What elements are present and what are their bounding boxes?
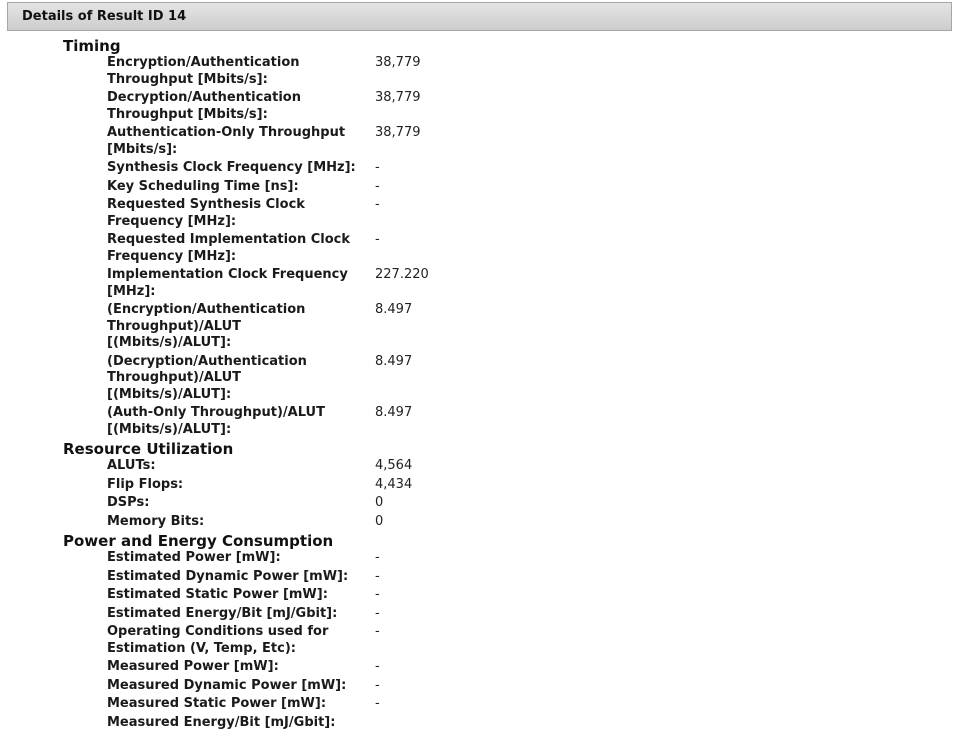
detail-row xyxy=(0,90,960,125)
detail-label: Encryption/Authentication Throughput [Mbits/s]: xyxy=(107,55,361,88)
detail-label: (Decryption/Authentication Throughput)/ALUT [(Mbits/s)/ALUT]: xyxy=(107,354,361,404)
details-content[interactable] xyxy=(0,31,960,715)
detail-label: Requested Synthesis Clock Frequency [MHz]: xyxy=(107,197,361,230)
detail-label: Synthesis Clock Frequency [MHz]: xyxy=(107,160,361,177)
detail-row xyxy=(0,197,960,232)
detail-label: (Encryption/Authentication Throughput)/ALUT [(Mbits/s)/ALUT]: xyxy=(107,302,361,352)
detail-value: 4,434 xyxy=(375,477,412,494)
detail-label: Estimated Dynamic Power [mW]: xyxy=(107,569,361,586)
detail-label: Measured Static Power [mW]: xyxy=(107,696,361,713)
detail-row xyxy=(0,659,960,678)
detail-row xyxy=(0,458,960,477)
detail-label: (Auth-Only Throughput)/ALUT [(Mbits/s)/ALUT]: xyxy=(107,405,361,438)
detail-value: 38,779 xyxy=(375,90,421,107)
detail-label: Flip Flops: xyxy=(107,477,361,494)
detail-value: - xyxy=(375,160,380,177)
detail-value: - xyxy=(375,606,380,623)
timing-rows xyxy=(0,55,960,440)
detail-row xyxy=(0,267,960,302)
details-scroll-area xyxy=(0,17,960,731)
detail-row xyxy=(0,179,960,198)
detail-row xyxy=(0,624,960,659)
detail-label: Authentication-Only Throughput [Mbits/s]: xyxy=(107,125,361,158)
detail-value: - xyxy=(375,179,380,196)
detail-row xyxy=(0,55,960,90)
detail-row xyxy=(0,514,960,533)
resource-rows xyxy=(0,458,960,532)
detail-value: - xyxy=(375,659,380,676)
detail-value: 0 xyxy=(375,495,383,512)
detail-value: 8.497 xyxy=(375,354,412,371)
detail-row xyxy=(0,302,960,354)
detail-label: Measured Power [mW]: xyxy=(107,659,361,676)
section-title-resource-utilization: Resource Utilization xyxy=(63,440,960,458)
detail-value: 227.220 xyxy=(375,267,429,284)
detail-label: Operating Conditions used for Estimation (V, Temp, Etc): xyxy=(107,624,361,657)
detail-row xyxy=(0,495,960,514)
detail-label: DSPs: xyxy=(107,495,361,512)
detail-value: - xyxy=(375,587,380,604)
detail-label: Estimated Static Power [mW]: xyxy=(107,587,361,604)
detail-row xyxy=(0,587,960,606)
detail-label: Estimated Energy/Bit [mJ/Gbit]: xyxy=(107,606,361,623)
detail-row xyxy=(0,678,960,697)
power-rows xyxy=(0,550,960,715)
detail-value: - xyxy=(375,624,380,641)
detail-label: Memory Bits: xyxy=(107,514,361,531)
detail-label: Requested Implementation Clock Frequency [MHz]: xyxy=(107,232,361,265)
detail-value: - xyxy=(375,197,380,214)
detail-row xyxy=(0,606,960,625)
detail-value: 4,564 xyxy=(375,458,412,475)
dialog-title-bar[interactable] xyxy=(7,2,952,31)
detail-value: - xyxy=(375,696,380,713)
detail-row xyxy=(0,550,960,569)
detail-row xyxy=(0,405,960,440)
detail-label: Decryption/Authentication Throughput [Mbits/s]: xyxy=(107,90,361,123)
detail-row xyxy=(0,125,960,160)
detail-value: 8.497 xyxy=(375,405,412,422)
detail-value: 38,779 xyxy=(375,125,421,142)
detail-row xyxy=(0,160,960,179)
detail-label: ALUTs: xyxy=(107,458,361,475)
detail-row xyxy=(0,477,960,496)
clipped-next-row-label: Measured Energy/Bit [mJ/Gbit]: xyxy=(107,715,960,731)
detail-value: - xyxy=(375,678,380,695)
detail-row xyxy=(0,354,960,406)
section-title-timing: Timing xyxy=(63,37,960,55)
detail-value: - xyxy=(375,550,380,567)
dialog-title: Details of Result ID 14 xyxy=(22,9,186,24)
detail-label: Estimated Power [mW]: xyxy=(107,550,361,567)
detail-row xyxy=(0,232,960,267)
detail-label: Measured Dynamic Power [mW]: xyxy=(107,678,361,695)
detail-value: 0 xyxy=(375,514,383,531)
detail-value: 8.497 xyxy=(375,302,412,319)
detail-label: Implementation Clock Frequency [MHz]: xyxy=(107,267,361,300)
detail-row xyxy=(0,569,960,588)
detail-value: - xyxy=(375,232,380,249)
detail-label: Key Scheduling Time [ns]: xyxy=(107,179,361,196)
section-title-power-energy: Power and Energy Consumption xyxy=(63,532,960,550)
detail-value: 38,779 xyxy=(375,55,421,72)
detail-row xyxy=(0,696,960,715)
detail-value: - xyxy=(375,569,380,586)
